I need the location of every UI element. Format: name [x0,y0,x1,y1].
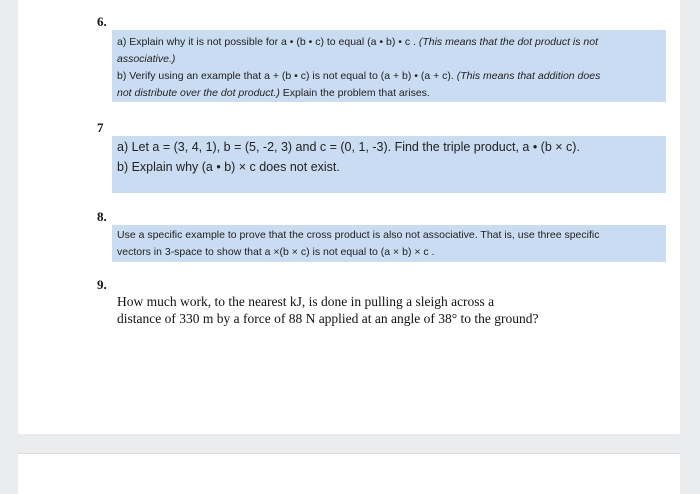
question-7b-line: b) Explain why (a • b) × c does not exist. [117,160,340,174]
question-7-number: 7 [97,120,104,135]
question-8-line-1: Use a specific example to prove that the cross product is also not associative. That is, use three specific [117,229,600,241]
question-6a-line-2: associative.) [117,53,176,65]
question-8-number: 8. [97,209,107,224]
question-7a-line: a) Let a = (3, 4, 1), b = (5, -2, 3) and c = (0, 1, -3). Find the triple product, a • (b × c). [117,140,580,154]
question-8-line-2: vectors in 3-space to show that a ×(b × c) is not equal to (a × b) × c . [117,246,435,258]
next-document-page [18,453,680,494]
question-6b-line-2: not distribute over the dot product.) Explain the problem that arises. [117,87,430,99]
question-6a-line-1: a) Explain why it is not possible for a • (b • c) to equal (a • b) • c . (This means that the dot product is not [117,36,599,48]
question-9-number: 9. [97,277,107,292]
question-9-line-2: distance of 330 m by a force of 88 N applied at an angle of 38° to the ground? [117,311,539,326]
question-6b-line-1: b) Verify using an example that a + (b • c) is not equal to (a + b) • (a + c). (This means that addition does [117,70,601,82]
question-9-line-1: How much work, to the nearest kJ, is done in pulling a sleigh across a [117,294,495,309]
question-6-number: 6. [97,14,107,29]
